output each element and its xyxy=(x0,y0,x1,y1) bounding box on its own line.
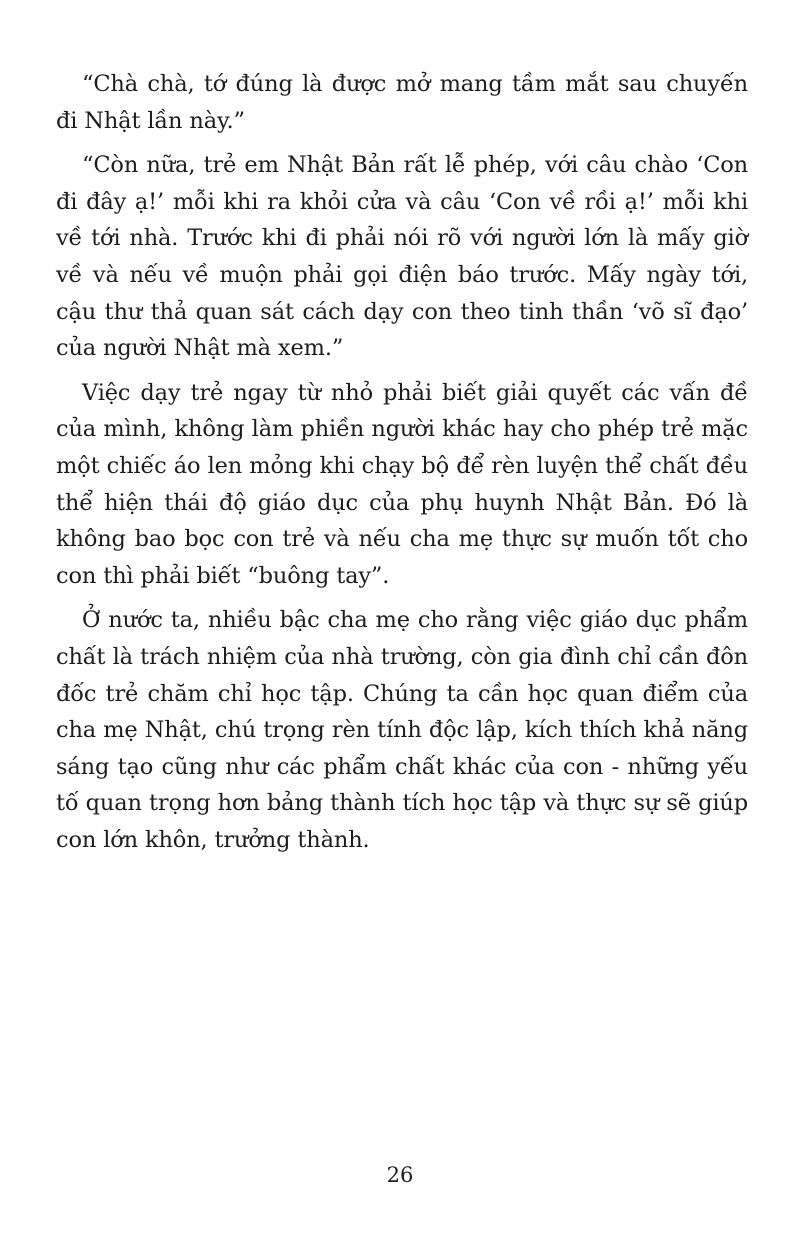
paragraph-3: Việc dạy trẻ ngay từ nhỏ phải biết giải quyết các vấn đề của mình, không làm phiền người khác hay cho phép trẻ mặc một chiếc áo len mỏng khi chạy bộ để rèn luyện thể chất đều thể hiện thái độ giáo dục của phụ huynh Nhật Bản. Đó là không bao bọc con trẻ và nếu cha mẹ thực sự muốn tốt cho con thì phải biết “buông tay”. xyxy=(56,379,748,589)
paragraph-2: “Còn nữa, trẻ em Nhật Bản rất lễ phép, với câu chào ‘Con đi đây ạ!’ mỗi khi ra khỏi cửa và câu ‘Con về rồi ạ!’ mỗi khi về tới nhà. Trước khi đi phải nói rõ với người lớn là mấy giờ về và nếu về muộn phải gọi điện báo trước. Mấy ngày tới, cậu thư thả quan sát cách dạy con theo tinh thần ‘võ sĩ đạo’ của người Nhật mà xem.” xyxy=(56,152,748,362)
paragraph-4: Ở nước ta, nhiều bậc cha mẹ cho rằng việc giáo dục phẩm chất là trách nhiệm của nhà trường, còn gia đình chỉ cần đôn đốc trẻ chăm chỉ học tập. Chúng ta cần học quan điểm của cha mẹ Nhật, chú trọng rèn tính độc lập, kích thích khả năng sáng tạo cũng như các phẩm chất khác của con - những yếu tố quan trọng hơn bảng thành tích học tập và thực sự sẽ giúp con lớn khôn, trưởng thành. xyxy=(56,607,748,853)
page-number: 26 xyxy=(386,1163,414,1187)
paragraph-1: “Chà chà, tớ đúng là được mở mang tầm mắt sau chuyến đi Nhật lần này.” xyxy=(56,71,748,134)
body-text xyxy=(56,66,748,866)
